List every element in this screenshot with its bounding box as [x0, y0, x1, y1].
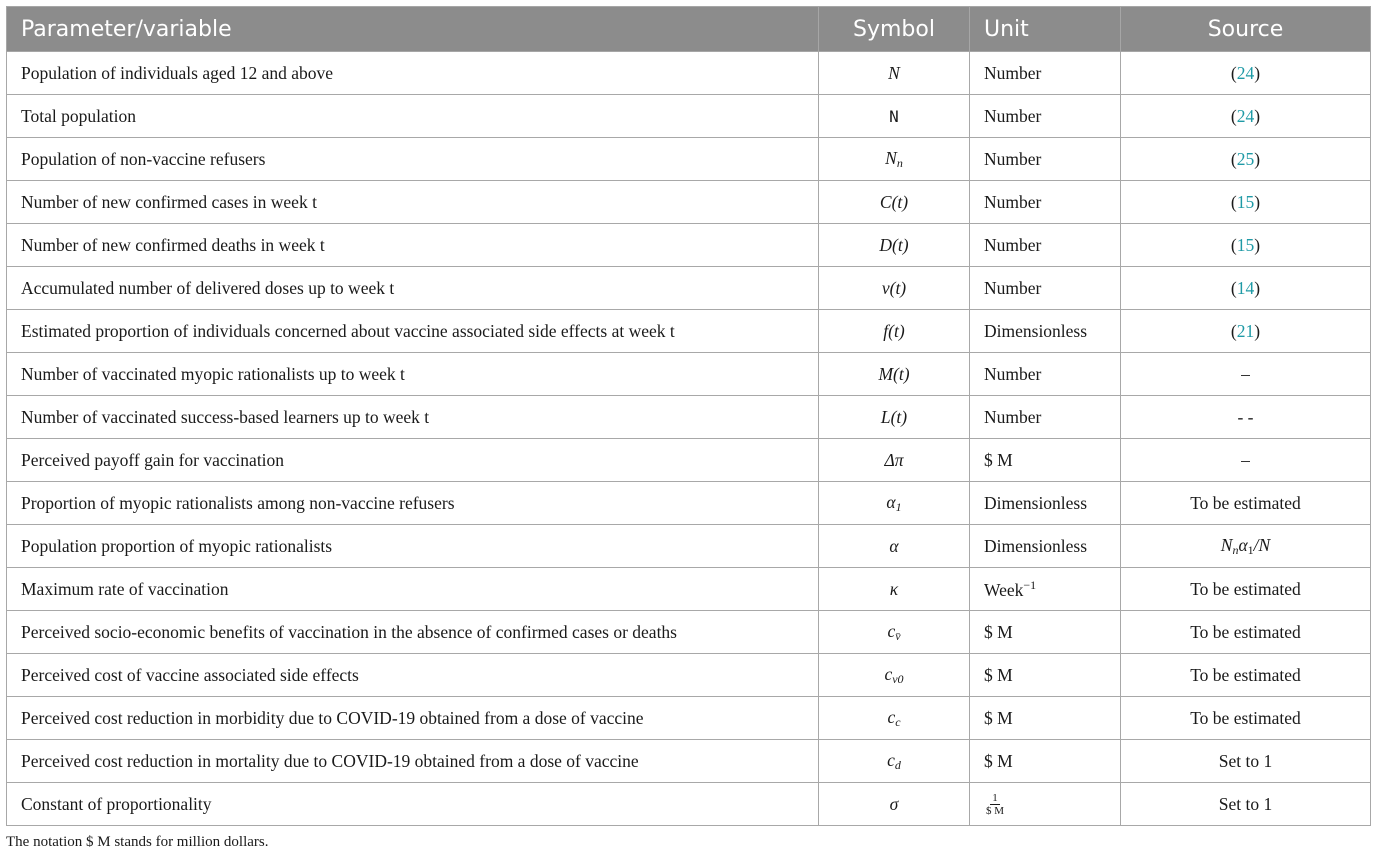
table-row [7, 224, 1371, 267]
symbol-subscript: n [896, 155, 903, 170]
symbol-cell [819, 783, 970, 826]
param-cell: Maximum rate of vaccination [7, 568, 819, 611]
unit-text: Week [984, 579, 1024, 600]
paren-open: ( [1230, 148, 1237, 169]
table-footnote: The notation $ M stands for million dollars. [6, 834, 269, 850]
paren-open: ( [1230, 105, 1237, 126]
symbol-text: c [887, 706, 896, 727]
reference-link[interactable]: 24 [1236, 105, 1255, 126]
symbol-cell [819, 611, 970, 654]
symbol-cell [819, 267, 970, 310]
param-cell: Number of new confirmed deaths in week t [7, 224, 819, 267]
symbol-text: Δπ [884, 449, 904, 470]
param-cell: Perceived cost of vaccine associated side effects [7, 654, 819, 697]
source-cell: To be estimated [1121, 697, 1371, 740]
paren-close: ) [1254, 62, 1261, 83]
table-row [7, 525, 1371, 568]
source-cell: – [1121, 353, 1371, 396]
symbol-text: κ [889, 578, 899, 599]
paren-open: ( [1230, 62, 1237, 83]
source-cell: – [1121, 439, 1371, 482]
symbol-cell [819, 181, 970, 224]
header-unit: Unit [970, 7, 1121, 52]
symbol-text: D(t) [879, 234, 909, 255]
table-row [7, 439, 1371, 482]
symbol-cell [819, 654, 970, 697]
unit-cell: Number [970, 224, 1121, 267]
paren-close: ) [1254, 148, 1261, 169]
source-cell: To be estimated [1121, 568, 1371, 611]
symbol-cell [819, 396, 970, 439]
source-cell: To be estimated [1121, 611, 1371, 654]
table-row [7, 267, 1371, 310]
symbol-cell [819, 353, 970, 396]
symbol-text: c [887, 749, 895, 770]
source-cell [1121, 181, 1371, 224]
unit-fraction [984, 792, 1006, 817]
paren-open: ( [1230, 191, 1237, 212]
symbol-text: α [889, 535, 899, 556]
table-row [7, 740, 1371, 783]
symbol-text: f(t) [883, 320, 905, 341]
source-cell [1121, 224, 1371, 267]
param-cell: Constant of proportionality [7, 783, 819, 826]
symbol-text: v(t) [881, 277, 907, 298]
symbol-subscript: c [895, 714, 901, 729]
source-math-c: /N [1253, 534, 1271, 555]
param-cell: Total population [7, 95, 819, 138]
symbol-cell [819, 568, 970, 611]
symbol-text: σ [889, 793, 899, 814]
unit-cell: Dimensionless [970, 310, 1121, 353]
reference-link[interactable]: 25 [1236, 148, 1255, 169]
symbol-subscript: 1 [895, 499, 902, 514]
paren-close: ) [1254, 320, 1261, 341]
table-row [7, 611, 1371, 654]
source-cell [1121, 525, 1371, 568]
symbol-cell [819, 439, 970, 482]
header-source: Source [1121, 7, 1371, 52]
param-cell: Proportion of myopic rationalists among non-vaccine refusers [7, 482, 819, 525]
symbol-cell [819, 95, 970, 138]
param-cell: Population of non-vaccine refusers [7, 138, 819, 181]
symbol-subscript: v̄ [895, 628, 901, 643]
symbol-text: α [886, 491, 896, 512]
unit-superscript: −1 [1023, 577, 1037, 592]
unit-cell: Number [970, 267, 1121, 310]
parameter-table [6, 6, 1371, 826]
param-cell: Accumulated number of delivered doses up to week t [7, 267, 819, 310]
header-parameter: Parameter/variable [7, 7, 819, 52]
symbol-cell [819, 310, 970, 353]
source-cell: - - [1121, 396, 1371, 439]
source-cell: Set to 1 [1121, 783, 1371, 826]
param-cell: Population proportion of myopic rationalists [7, 525, 819, 568]
table-row [7, 568, 1371, 611]
table-row [7, 52, 1371, 95]
param-cell: Estimated proportion of individuals concerned about vaccine associated side effects at week t [7, 310, 819, 353]
table-row [7, 353, 1371, 396]
param-cell: Number of vaccinated success-based learners up to week t [7, 396, 819, 439]
source-math-b: α [1238, 534, 1248, 555]
reference-link[interactable]: 24 [1236, 62, 1255, 83]
fraction-denominator: $ M [986, 804, 1005, 817]
source-cell: To be estimated [1121, 654, 1371, 697]
unit-cell: Number [970, 353, 1121, 396]
param-cell: Perceived payoff gain for vaccination [7, 439, 819, 482]
table-row [7, 654, 1371, 697]
table-row [7, 138, 1371, 181]
symbol-subscript: v0 [892, 671, 904, 686]
header-symbol: Symbol [819, 7, 970, 52]
table-row [7, 396, 1371, 439]
unit-cell: Dimensionless [970, 525, 1121, 568]
source-cell: Set to 1 [1121, 740, 1371, 783]
unit-cell [970, 783, 1121, 826]
table-row [7, 697, 1371, 740]
source-math-a-sub: n [1232, 542, 1239, 557]
symbol-cell [819, 52, 970, 95]
param-cell: Perceived socio-economic benefits of vaccination in the absence of confirmed cases or deaths [7, 611, 819, 654]
unit-cell: $ M [970, 740, 1121, 783]
source-cell [1121, 52, 1371, 95]
symbol-text: c [887, 620, 896, 641]
source-cell [1121, 310, 1371, 353]
param-cell: Perceived cost reduction in morbidity due to COVID-19 obtained from a dose of vaccine [7, 697, 819, 740]
table-row [7, 783, 1371, 826]
paren-open: ( [1230, 234, 1237, 255]
param-cell: Number of vaccinated myopic rationalists up to week t [7, 353, 819, 396]
paren-close: ) [1254, 191, 1261, 212]
reference-link[interactable]: 21 [1236, 320, 1255, 341]
unit-cell: Dimensionless [970, 482, 1121, 525]
unit-cell: $ M [970, 439, 1121, 482]
parameter-table-container [6, 6, 1370, 826]
source-cell: To be estimated [1121, 482, 1371, 525]
symbol-cell [819, 482, 970, 525]
symbol-subscript: d [894, 757, 901, 772]
symbol-text: M(t) [878, 363, 910, 384]
symbol-cell [819, 138, 970, 181]
symbol-text: C(t) [879, 191, 909, 212]
table-row [7, 482, 1371, 525]
param-cell: Perceived cost reduction in mortality due to COVID-19 obtained from a dose of vaccine [7, 740, 819, 783]
unit-cell: Number [970, 138, 1121, 181]
unit-cell: Number [970, 52, 1121, 95]
symbol-text: c [884, 663, 893, 684]
fraction-numerator: 1 [992, 791, 998, 804]
paren-close: ) [1254, 277, 1261, 298]
paren-close: ) [1254, 105, 1261, 126]
source-cell [1121, 267, 1371, 310]
reference-link[interactable]: 14 [1236, 277, 1255, 298]
table-row [7, 310, 1371, 353]
unit-cell [970, 568, 1121, 611]
symbol-cell [819, 697, 970, 740]
unit-cell: Number [970, 95, 1121, 138]
unit-cell: $ M [970, 654, 1121, 697]
unit-cell: $ M [970, 697, 1121, 740]
symbol-text: N [888, 62, 900, 83]
paren-open: ( [1230, 320, 1237, 341]
table-row [7, 95, 1371, 138]
reference-link[interactable]: 15 [1236, 191, 1255, 212]
source-cell [1121, 95, 1371, 138]
paren-open: ( [1230, 277, 1237, 298]
param-cell: Number of new confirmed cases in week t [7, 181, 819, 224]
source-math-a: N [1220, 534, 1233, 555]
paren-close: ) [1254, 234, 1261, 255]
source-math-b-sub: 1 [1247, 542, 1254, 557]
source-cell [1121, 138, 1371, 181]
symbol-cell [819, 740, 970, 783]
symbol-text: N [889, 106, 899, 126]
symbol-cell [819, 525, 970, 568]
unit-cell: $ M [970, 611, 1121, 654]
param-cell: Population of individuals aged 12 and above [7, 52, 819, 95]
reference-link[interactable]: 15 [1236, 234, 1255, 255]
table-header-row [7, 7, 1371, 52]
table-row [7, 181, 1371, 224]
symbol-cell [819, 224, 970, 267]
unit-cell: Number [970, 396, 1121, 439]
unit-cell: Number [970, 181, 1121, 224]
symbol-text: L(t) [880, 406, 908, 427]
symbol-text: N [885, 147, 897, 168]
